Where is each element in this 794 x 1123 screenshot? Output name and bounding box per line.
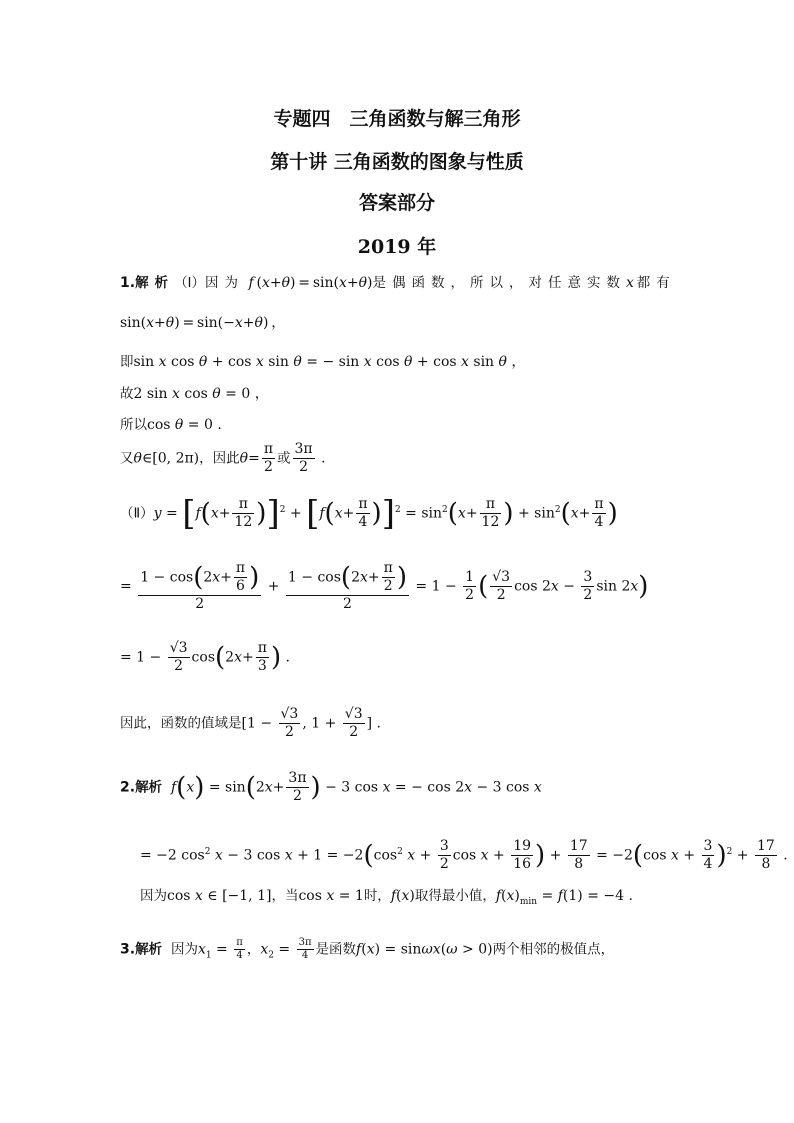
topic-title: 专题四 三角函数与解三角形 <box>273 108 521 130</box>
q1-part2-mark: （Ⅱ） <box>120 505 154 522</box>
q2-line3: 因为cos x ∈ [−1, 1]，当cos x = 1时，f(x)取得最小值，$f(x)_{min} = f(1) = -4$ . <box>140 888 633 907</box>
q3-is-fn: 是函数 <box>315 941 357 958</box>
q1-conclusion: 因此，函数的值域是[1 − $\frac{√3}{2}$ , 1 + $\frac{√3}{2}$ ] . <box>120 706 381 740</box>
q3-line1: 3.解析 因为$x_1$ = $\frac{\pi}{4}$ ，$x_2$ = $\frac{3\pi}{4}$ 是函数f(x) = sinωx(ω > 0)两个相邻的极值点， <box>120 937 615 961</box>
q3-sep: ， <box>246 941 261 958</box>
q3-because: 因为 <box>170 941 198 958</box>
q2-min-text: 取得最小值， <box>414 888 496 904</box>
q1-ji: 即 <box>120 354 134 370</box>
q1-yinci: ，因此 <box>199 450 240 467</box>
q2-because: 因为 <box>140 888 167 904</box>
year-heading: 2019 年 <box>357 236 437 258</box>
q2-number: 2. <box>120 779 136 796</box>
q1-number: 1. <box>120 275 136 291</box>
q1-huo: 或 <box>277 450 291 467</box>
q1-line5: 所以cos θ = 0 . <box>120 417 222 433</box>
q2-shi: 时， <box>363 888 391 904</box>
q1-part2-line3: = 1 − $\frac{√3}{2}$ cos(2x+ $\frac{\pi}{3}$ ) . <box>120 640 290 674</box>
q1-part2-line1: （Ⅱ）y = [f(x+ $\frac{\pi}{12}$ )]$^2$ + [f(x+ $\frac{\pi}{4}$ )]$^2 = \sin^2(x+$ $\frac{\pi}{12}$ ) + $\sin^2(x+$ $\frac{\pi}{4}$ ) <box>120 493 618 534</box>
q1-you: 又 <box>120 450 134 467</box>
q3-number: 3. <box>120 941 136 958</box>
q2-label: 解析 <box>135 779 163 796</box>
q1-label: 解析 <box>135 275 175 291</box>
section-title: 答案部分 <box>358 192 435 214</box>
q1-line3: 即sin x cos θ + cos x sin θ = − sin x cos θ + cos x sin θ ， <box>120 354 526 370</box>
q3-rest: 两个相邻的极值点， <box>492 941 615 958</box>
lecture-title: 第十讲 三角函数的图象与性质 <box>270 151 524 173</box>
q2-line2: = −2 $\cos^2 x - 3$ $\cos x + 1 = -2(\cos^2$ x + $\frac{3}{2}$ cos x + $\frac{19}{16}$ ) + $\frac{17}{8}$ = −2(cos x + $\frac{3}{4}$ )$^2$ + $\frac{17}{8}$ . <box>140 838 788 872</box>
q2-line1: 2.解析 f(x) = sin(2x+ $\frac{3\pi}{2}$ ) − 3 cos x = − cos 2x − 3 cos x <box>120 770 542 804</box>
q2-when: ，当 <box>271 888 299 904</box>
q1-line2: sin(x+θ) = sin(−x+θ) ， <box>120 315 286 331</box>
q1-cond-end: 都有 <box>636 275 676 291</box>
q1-line1: 1.解析（Ⅰ）因为 f (x+θ) = sin(x+θ)是偶函数，所以，对任意实数x 都有 <box>120 275 676 291</box>
q1-suoyi: 所以 <box>120 417 147 433</box>
q1-line4: 故2 sin x cos θ = 0 ， <box>120 386 269 402</box>
q1-conclusion-text: 因此，函数的值域是 <box>120 715 242 732</box>
q1-part2-line2: = 1 − cos(2x+ $\frac{\pi}{6}$ ) 2 + 1 − cos(2x+ $\frac{\pi}{2}$ ) 2 = 1 − $\frac{1}{2}$ ( $\frac{√3}{2}$ cos 2x − $\frac{3}{2}$ sin 2x) <box>120 560 649 612</box>
q1-part1-mark: （Ⅰ） <box>174 275 206 291</box>
q1-intro: 因为 <box>205 275 245 291</box>
q1-cond-text: 是偶函数，所以，对任意实数 <box>372 275 627 291</box>
q3-label: 解析 <box>135 941 163 958</box>
q1-line6: 又θ∈[0, 2π)，因此θ= $\frac{\pi}{2}$ 或 $\frac{3\pi}{2}$ . <box>120 441 326 475</box>
q1-gu: 故 <box>120 386 134 402</box>
